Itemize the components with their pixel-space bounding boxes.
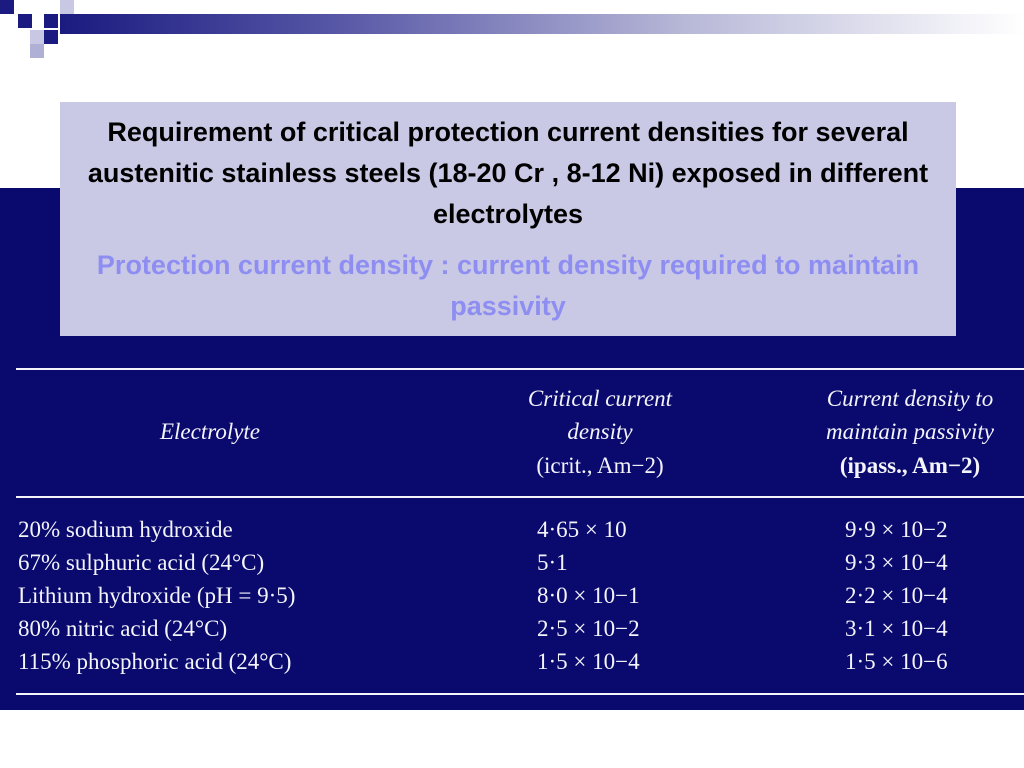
table-row-electrolyte: 80% nitric acid (24°C) [18, 616, 228, 641]
decorative-square [60, 0, 74, 14]
decorative-square [30, 44, 44, 58]
table-row-critical: 5·1 [537, 550, 568, 575]
table-row-passive: 2·2 × 10−4 [845, 583, 948, 608]
definition-text: Protection current density : current density required to maintain passivity [96, 250, 920, 321]
table-row-electrolyte: Lithium hydroxide (pH = 9·5) [18, 583, 296, 608]
table-top-rule [16, 368, 1024, 370]
table-row-critical: 2·5 × 10−2 [537, 616, 640, 641]
table-row-electrolyte: 20% sodium hydroxide [18, 517, 233, 542]
header-critical-line1: Critical current [527, 386, 673, 411]
table-row-critical: 4·65 × 10 [537, 517, 627, 542]
table-bottom-rule [16, 693, 1024, 695]
slide-heading: Requirement of critical protection current densities for several austenitic stainless steels (18-20 Cr , 8-12 Ni) exposed in different electrolytes [87, 117, 929, 229]
header-passive-line3: (ipass., Am−2) [839, 453, 981, 478]
header-critical-line2: density [567, 419, 633, 444]
decorative-square [30, 30, 44, 44]
table-row-passive: 3·1 × 10−4 [845, 616, 948, 641]
table-row-electrolyte: 67% sulphuric acid (24°C) [18, 550, 265, 575]
table-row-passive: 9·9 × 10−2 [845, 517, 948, 542]
decorative-square [18, 14, 32, 28]
decorative-square [44, 30, 58, 44]
header-passive-line1: Current density to [826, 386, 994, 411]
decorative-square [44, 14, 58, 28]
table-row-electrolyte: 115% phosphoric acid (24°C) [18, 649, 292, 674]
table-row-critical: 8·0 × 10−1 [537, 583, 640, 608]
header-gradient-bar [60, 14, 1024, 34]
header-electrolyte: Electrolyte [159, 419, 261, 444]
header-critical-line3: (icrit., Am−2) [536, 453, 664, 478]
title-box [60, 102, 956, 336]
table-row-passive: 9·3 × 10−4 [845, 550, 948, 575]
table-header-rule [16, 496, 1024, 498]
table-row-passive: 1·5 × 10−6 [845, 649, 948, 674]
decorative-square [0, 0, 14, 14]
header-passive-line2: maintain passivity [825, 419, 995, 444]
table-row-critical: 1·5 × 10−4 [537, 649, 640, 674]
